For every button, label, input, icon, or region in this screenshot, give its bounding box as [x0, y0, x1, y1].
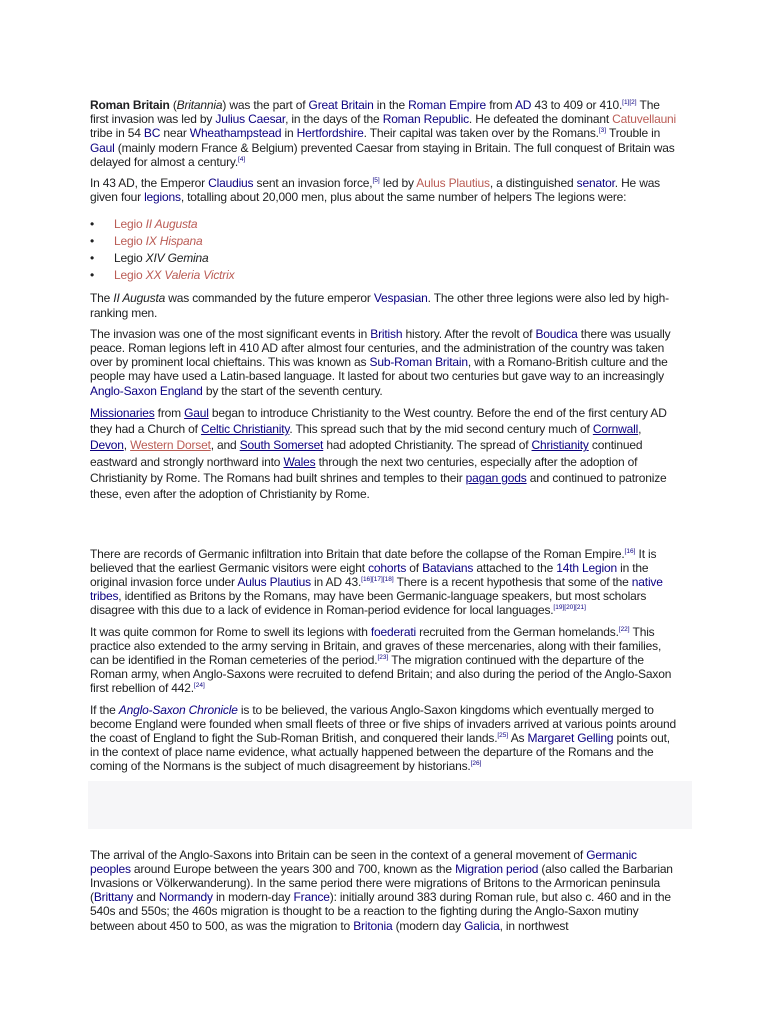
citation[interactable]: [19][20][21] [553, 604, 586, 612]
link-germanic-peoples[interactable]: Germanic peoples [90, 847, 637, 876]
shaded-block [88, 781, 692, 829]
link-cohorts[interactable]: cohorts [368, 560, 407, 575]
link-christianity[interactable]: Christianity [531, 438, 589, 453]
link-batavians[interactable]: Batavians [422, 560, 474, 575]
citation[interactable]: [16][17][18] [361, 576, 394, 584]
link-roman-empire[interactable]: Roman Empire [408, 98, 487, 112]
link-wheathampstead[interactable]: Wheathampstead [189, 126, 282, 141]
link-foederati[interactable]: foederati [370, 624, 416, 639]
list-item [90, 267, 680, 284]
link-british[interactable]: British [370, 326, 403, 341]
section-spacer [90, 829, 680, 848]
citation[interactable]: [4] [237, 155, 246, 163]
migration-paragraph: The arrival of the Anglo-Saxons into Britain can be seen in the context of a general movement of Germanic peoples around Europe between the years 300 and 700, known as the Migration period (also called the Barbarian Invasions or Völkerwanderung). In the same period there were migrations of Britons to the Armorican peninsula (Brittany and Normandy in modern-day France): initially around 383 during Roman rule, but also c. 460 and in the 540s and 550s; the 460s migration is thought to be a reaction to the fighting during the Anglo-Saxon mutiny between about 450 to 500, as was the migration to Britonia (modern day Galicia, in northwest [90, 847, 673, 933]
link-pagan-gods[interactable]: pagan gods [465, 471, 527, 486]
link-legio-ii-augusta[interactable]: Legio II Augusta [114, 217, 198, 232]
citation[interactable]: [25] [497, 732, 509, 740]
bullet: • [90, 251, 95, 266]
bullet: • [90, 217, 95, 232]
link-celtic-christianity[interactable]: Celtic Christianity [200, 422, 290, 437]
link-native-tribes[interactable]: native tribes [90, 575, 663, 604]
section-spacer [90, 510, 680, 547]
link-brittany[interactable]: Brittany [93, 890, 134, 905]
invasion-paragraph: In 43 AD, the Emperor Claudius sent an invasion force,[5] led by Aulus Plautius, a distinguished senator. He was given four legions, totalling about 20,000 men, plus about the same number of helpers The legions were: [90, 176, 661, 205]
link-julius-caesar[interactable]: Julius Caesar [215, 112, 286, 127]
link-aulus-plautius[interactable]: Aulus Plautius [237, 575, 311, 590]
link-aulus-plautius[interactable]: Aulus Plautius [416, 176, 490, 191]
link-hertfordshire[interactable]: Hertfordshire [296, 126, 364, 141]
citation[interactable]: [5] [372, 177, 380, 185]
link-devon[interactable]: Devon [90, 438, 124, 453]
bullet: • [90, 234, 95, 249]
citation[interactable]: [1][2] [622, 99, 637, 106]
link-anglo-saxon-england[interactable]: Anglo-Saxon England [90, 383, 203, 398]
link-great-britain[interactable]: Great Britain [308, 98, 374, 112]
link-missionaries[interactable]: Missionaries [90, 405, 155, 420]
link-senator[interactable]: senator [576, 176, 615, 191]
link-roman-republic[interactable]: Roman Republic [382, 112, 469, 127]
link-catuvellauni[interactable]: Catuvellauni [612, 112, 677, 127]
link-western-dorset[interactable]: Western Dorset [130, 438, 211, 453]
link-bc[interactable]: BC [143, 126, 161, 141]
citation[interactable]: [24] [193, 682, 205, 690]
link-claudius[interactable]: Claudius [208, 176, 254, 191]
legions-list [90, 216, 680, 284]
foederati-paragraph: It was quite common for Rome to swell its legions with foederati recruited from the German homelands.[22] This practice also extended to the army serving in Britain, and graves of these mercenaries, along with their families, can be identified in the Roman cemeteries of the period.[23] The migration continued with the departure of the Roman army, when Anglo-Saxons were recruited to defend Britain; and also during the period of the Anglo-Saxon first rebellion of 442.[24] [90, 624, 672, 696]
citation[interactable]: [3] [598, 127, 607, 135]
link-margaret-gelling[interactable]: Margaret Gelling [527, 731, 614, 746]
link-south-somerset[interactable]: South Somerset [239, 438, 324, 453]
link-anglo-saxon-chronicle[interactable]: Anglo-Saxon Chronicle [118, 702, 238, 717]
chronicle-paragraph: If the Anglo-Saxon Chronicle is to be believed, the various Anglo-Saxon kingdoms which eventually merged to become England were founded when small fleets of three or five ships of invaders arrived at various points around the coast of England to fight the Sub-Roman British, and conquered their lands.[25] As Margaret Gelling points out, in the context of place name evidence, what actually happened between the departure of the Romans and the coming of the Normans is the subject of much disagreement by historians.[26] [90, 702, 677, 774]
bullet: • [90, 268, 95, 283]
link-galicia[interactable]: Galicia [464, 918, 500, 933]
link-vespasian[interactable]: Vespasian [373, 291, 428, 306]
christianity-paragraph: Missionaries from Gaul began to introduce Christianity to the West country. Before the end of the first century AD they had a Church of Celtic Christianity. This spread such that by the mid second century much of Cornwall, Devon, Western Dorset, and South Somerset had adopted Christianity. The spread of Christianity continued eastward and strongly northward into Wales through the next two centuries, especially after the adoption of Christianity by Rome. The Romans had built shrines and temples to their pagan gods and continued to patronize these, even after the adoption of Christianity by Rome. [90, 405, 667, 502]
list-item [90, 233, 680, 250]
link-migration-period[interactable]: Migration period [455, 861, 539, 876]
link-britonia[interactable]: Britonia [353, 918, 393, 933]
significance-paragraph: The invasion was one of the most significant events in British history. After the revolt of Boudica there was usually peace. Roman legions left in 410 AD after almost four centuries, and the administration of the country was taken over by prominent local chieftains. This was known as Sub-Roman Britain, with a Romano-British culture and the people may have used a Latin-based language. It lasted for about two centuries but gave way to an increasingly Anglo-Saxon England by the start of the seventh century. [90, 326, 671, 398]
article-subject: Roman Britain [90, 98, 170, 112]
link-wales[interactable]: Wales [283, 454, 316, 469]
citation[interactable]: [26] [470, 760, 482, 768]
link-legio-xx-valeria-victrix[interactable]: Legio XX Valeria Victrix [114, 268, 235, 283]
link-legio-ix-hispana[interactable]: Legio IX Hispana [114, 234, 203, 249]
link-france[interactable]: France [293, 890, 330, 905]
link-gaul[interactable]: Gaul [90, 140, 115, 155]
augusta-paragraph: The II Augusta was commanded by the future emperor Vespasian. The other three legions were also led by high-ranking men. [90, 291, 669, 320]
citation[interactable]: [22] [618, 625, 630, 633]
link-normandy[interactable]: Normandy [158, 890, 213, 905]
link-boudica[interactable]: Boudica [535, 326, 578, 341]
article-body [90, 98, 680, 940]
christianity-section [90, 405, 680, 503]
citation[interactable]: [16] [624, 547, 636, 555]
list-item [90, 216, 680, 233]
link-ad[interactable]: AD [514, 98, 532, 112]
link-cornwall[interactable]: Cornwall [592, 422, 639, 437]
germanic-infiltration-paragraph: There are records of Germanic infiltration into Britain that date before the collapse of the Roman Empire.[16] It is believed that the earliest Germanic visitors were eight cohorts of Batavians attached to the 14th Legion in the original invasion force under Aulus Plautius in AD 43.[16][17][18] There is a recent hypothesis that some of the native tribes, identified as Britons by the Romans, may have been Germanic-language speakers, but most scholars disagree with this due to a lack of evidence in Roman-period evidence for local languages.[19][20][21] [90, 546, 663, 618]
link-gaul[interactable]: Gaul [184, 405, 209, 420]
link-legions[interactable]: legions [144, 190, 181, 205]
intro-paragraph: Roman Britain (Britannia) was the part of Great Britain in the Roman Empire from AD 43 to 409 or 410.[1][2] The first invasion was led by Julius Caesar, in the days of the Roman Republic. He defeated the dominant Catuvellauni tribe in 54 BC near Wheathampstead in Hertfordshire. Their capital was taken over by the Romans.[3] Trouble in Gaul (mainly modern France & Belgium) prevented Caesar from staying in Britain. The full conquest of Britain was delayed for almost a century.[4] [90, 98, 677, 169]
citation[interactable]: [23] [377, 654, 389, 662]
link-sub-roman-britain[interactable]: Sub-Roman Britain [369, 355, 468, 370]
list-item: • Legio XIV Gemina [90, 251, 209, 266]
link-14th-legion[interactable]: 14th Legion [556, 560, 617, 575]
